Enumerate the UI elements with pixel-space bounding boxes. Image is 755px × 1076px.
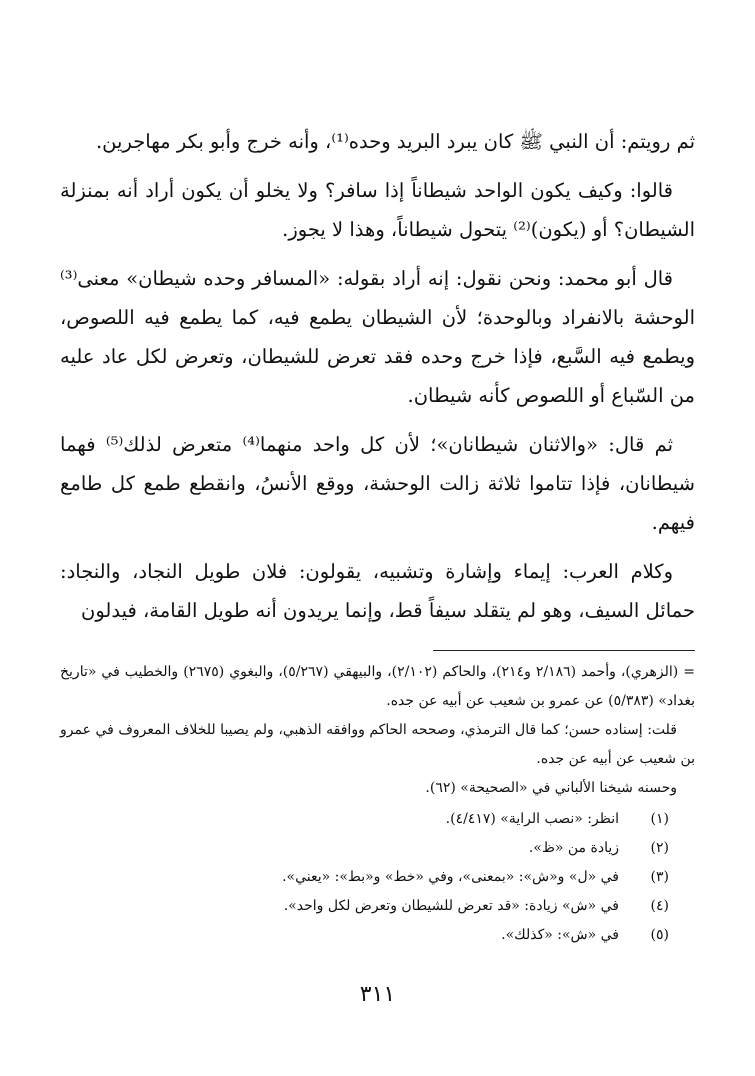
footnote-item xyxy=(60,863,695,892)
footnote-text: انظر: «نصب الراية» (٤/٤١٧). xyxy=(445,811,619,827)
footnote-comment: قلت: إسناده حسن؛ كما قال الترمذي، وصححه الحاكم ووافقه الذهبي، ولم يصيبا للخلاف المعروف في عمرو بن شعيب عن أبيه عن جده. xyxy=(60,722,695,767)
paragraph-5: وكلام العرب: إيماء وإشارة وتشبيه، يقولون: فلان طويل النجاد، والنجاد: حمائل السيف، وهو لم يتقلد سيفاً قط، وإنما يريدون أنه طويل القامة، فيدلون xyxy=(60,560,695,622)
paragraph-1: ثم رويتم: أن النبي ﷺ كان يبرد البريد وحده⁽¹⁾، وأنه خرج وأبو بكر مهاجرين. xyxy=(95,130,695,153)
paragraph-4: ثم قال: «والاثنان شيطانان»؛ لأن كل واحد منهما⁽⁴⁾ متعرض لذلك⁽⁵⁾ فهما شيطانان، فإذا تتاموا ثلاثة زالت الوحشة، ووقع الأنسُ، وانقطع طمع كل طامع فيهم. xyxy=(60,433,695,534)
footnote-number: (٥) xyxy=(650,927,669,943)
footnote-albani: وحسنه شيخنا الألباني في «الصحيحة» (٦٢). xyxy=(425,780,677,796)
footnote-item xyxy=(60,805,695,834)
footnote-number: (٢) xyxy=(650,840,669,856)
footnote-text: زيادة من «ظ». xyxy=(528,840,619,856)
paragraph-2: قالوا: وكيف يكون الواحد شيطاناً إذا سافر؟ ولا يخلو أن يكون أراد أنه بمنزلة الشيطان؟ أو (يكون)⁽²⁾ يتحول شيطاناً، وهذا لا يجوز. xyxy=(60,179,695,241)
footnote-text: في «ش» زيادة: «قد تعرض للشيطان وتعرض لكل واحد». xyxy=(283,898,619,914)
footnote-list xyxy=(60,805,695,950)
footnote-number: (٣) xyxy=(650,869,669,885)
main-text xyxy=(60,122,695,640)
footnote-divider xyxy=(433,650,695,651)
footnote-item xyxy=(60,921,695,950)
footnotes xyxy=(60,658,695,950)
paragraph-3: قال أبو محمد: ونحن نقول: إنه أراد بقوله: «المسافر وحده شيطان» معنى⁽³⁾ الوحشة بالانفراد وبالوحدة؛ لأن الشيطان يطمع فيه، كما يطمع فيه اللصوص، ويطمع فيه السَّبع، فإذا خرج وحده فقد تعرض للشيطان، وتعرض لكل عاد عليه من السّباع أو اللصوص كأنه شيطان. xyxy=(60,267,695,407)
footnote-item xyxy=(60,834,695,863)
page-number: ٣١١ xyxy=(359,982,396,1007)
footnote-text: في «ش»: «كذلك». xyxy=(501,927,619,943)
footnote-item xyxy=(60,892,695,921)
footnote-number: (٤) xyxy=(650,898,669,914)
footnote-continuation: = (الزهري)، وأحمد (٢/١٨٦ و٢١٤)، والحاكم (٢/١٠٢)، والبيهقي (٥/٢٦٧)، والبغوي (٢٦٧٥) والخطيب في «تاريخ بغداد» (٥/٣٨٣) عن عمرو بن شعيب عن أبيه عن جده. xyxy=(60,664,695,709)
footnote-number: (١) xyxy=(650,811,669,827)
footnote-text: في «ل» و«ش»: «بمعنى»، وفي «خط» و«بط»: «يعني». xyxy=(282,869,619,885)
